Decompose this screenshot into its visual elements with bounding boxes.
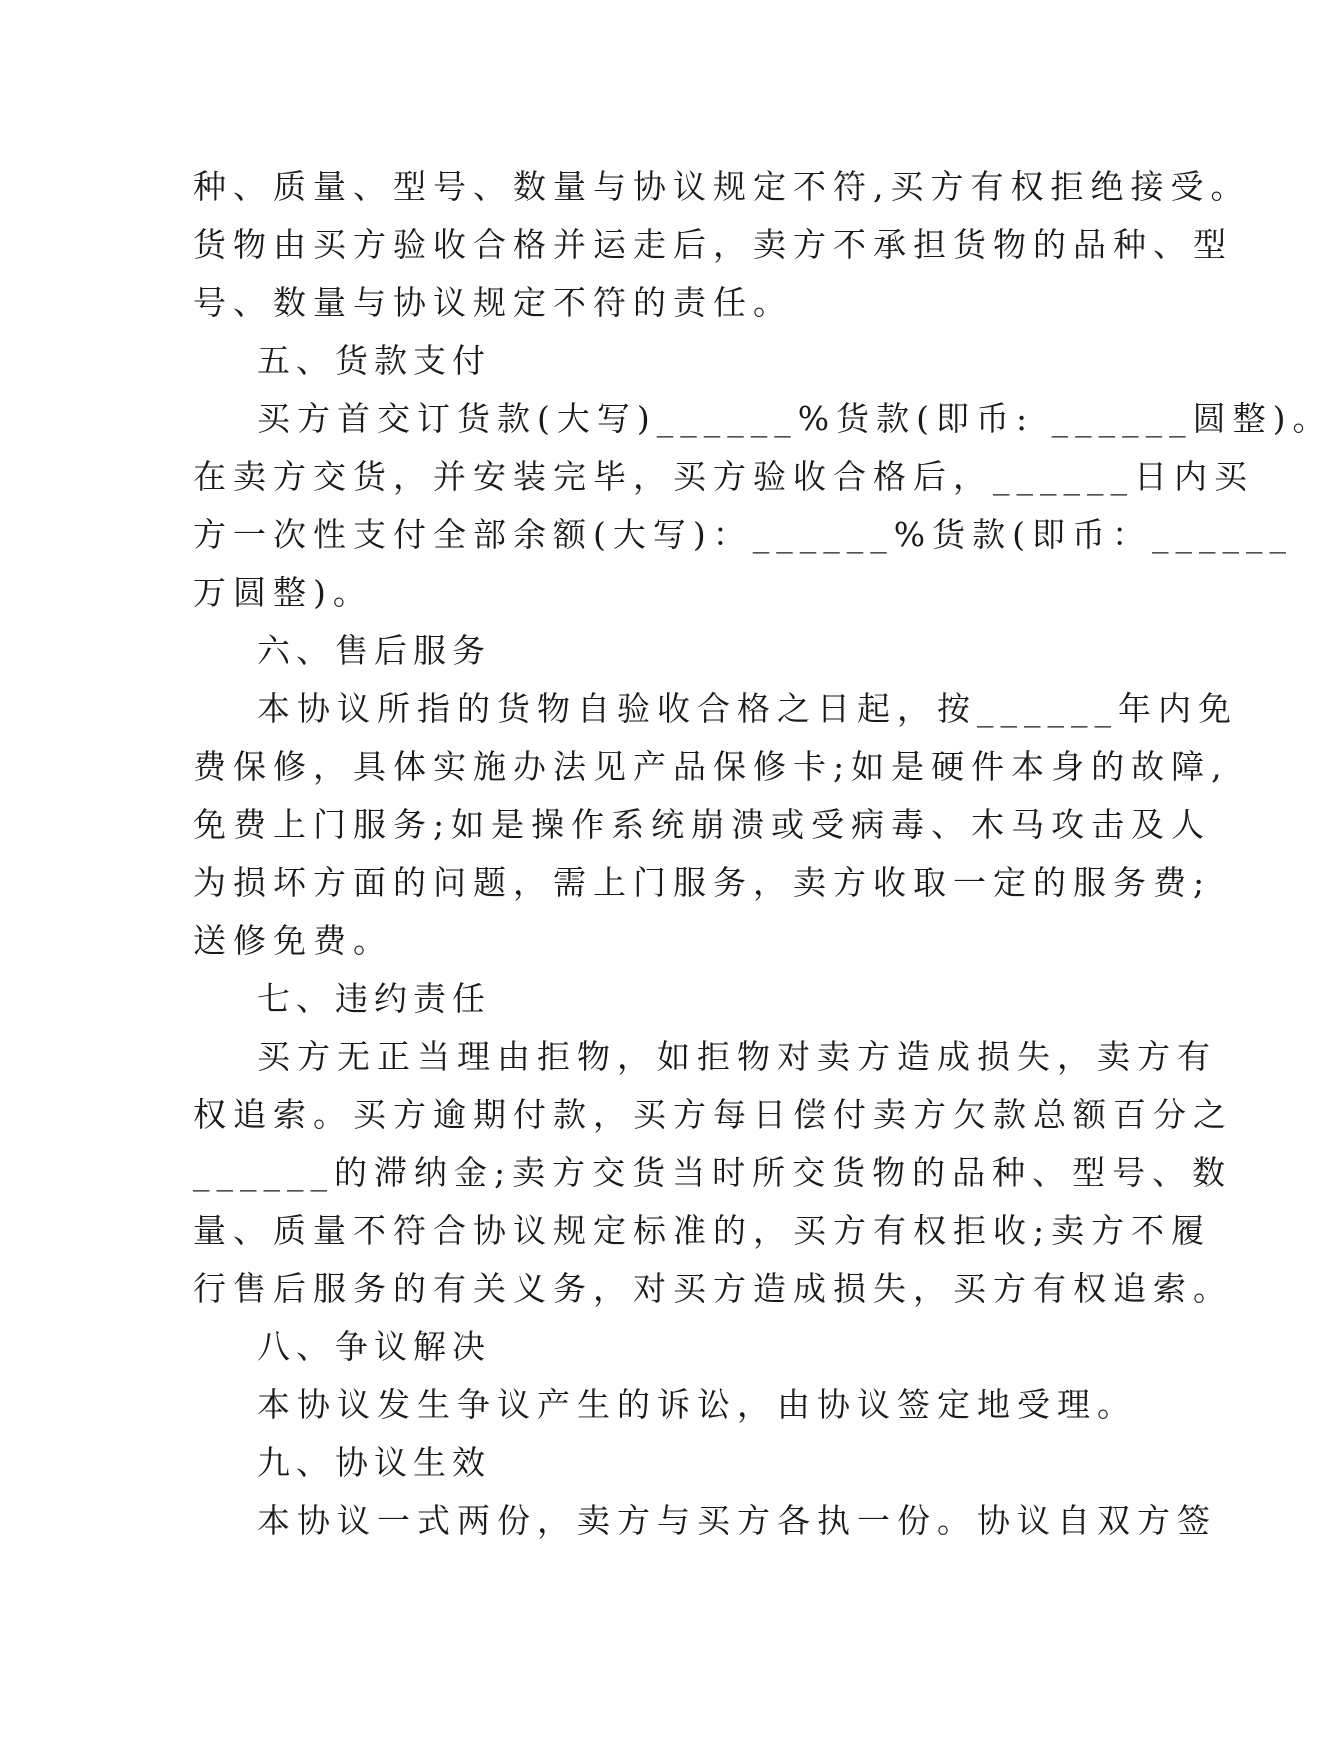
text-line: 送修免费。 xyxy=(193,921,393,960)
text-line: 费保修，具体实施办法见产品保修卡;如是硬件本身的故障, xyxy=(193,747,1229,786)
paragraph-first-line: 本协议一式两份，卖方与买方各执一份。协议自双方签 xyxy=(257,1501,1217,1540)
text-line: ______的滞纳金;卖方交货当时所交货物的品种、型号、数 xyxy=(193,1153,1233,1192)
text-line: 行售后服务的有关义务，对买方造成损失，买方有权追索。 xyxy=(193,1269,1233,1308)
text-line: 货物由买方验收合格并运走后，卖方不承担货物的品种、型 xyxy=(193,225,1233,264)
section-heading-dispute: 八、争议解决 xyxy=(257,1327,491,1366)
text-line: 在卖方交货，并安装完毕，买方验收合格后，______日内买 xyxy=(193,457,1254,496)
section-heading-after-sales: 六、售后服务 xyxy=(257,631,491,670)
section-heading-effect: 九、协议生效 xyxy=(257,1443,491,1482)
text-line: 为损坏方面的问题，需上门服务，卖方收取一定的服务费; xyxy=(193,863,1212,902)
text-line: 种、质量、型号、数量与协议规定不符,买方有权拒绝接受。 xyxy=(193,167,1251,206)
text-line: 方一次性支付全部余额(大写)：______%货款(即币：______ xyxy=(193,515,1293,554)
section-heading-payment: 五、货款支付 xyxy=(257,341,491,380)
document-page xyxy=(193,158,1332,1550)
text-line: 免费上门服务;如是操作系统崩溃或受病毒、木马攻击及人 xyxy=(193,805,1212,844)
text-line: 万圆整)。 xyxy=(193,573,373,612)
paragraph-first-line: 本协议发生争议产生的诉讼，由协议签定地受理。 xyxy=(257,1385,1137,1424)
text-line: 号、数量与协议规定不符的责任。 xyxy=(193,283,793,322)
paragraph-first-line: 买方无正当理由拒物，如拒物对卖方造成损失，卖方有 xyxy=(257,1037,1217,1076)
paragraph-first-line: 本协议所指的货物自验收合格之日起，按______年内免 xyxy=(257,689,1238,728)
text-line: 量、质量不符合协议规定标准的，买方有权拒收;卖方不履 xyxy=(193,1211,1212,1250)
text-line: 权追索。买方逾期付款，买方每日偿付卖方欠款总额百分之 xyxy=(193,1095,1233,1134)
paragraph-first-line: 买方首交订货款(大写)______%货款(即币: ______圆整)。 xyxy=(257,399,1332,438)
section-heading-liability: 七、违约责任 xyxy=(257,979,491,1018)
